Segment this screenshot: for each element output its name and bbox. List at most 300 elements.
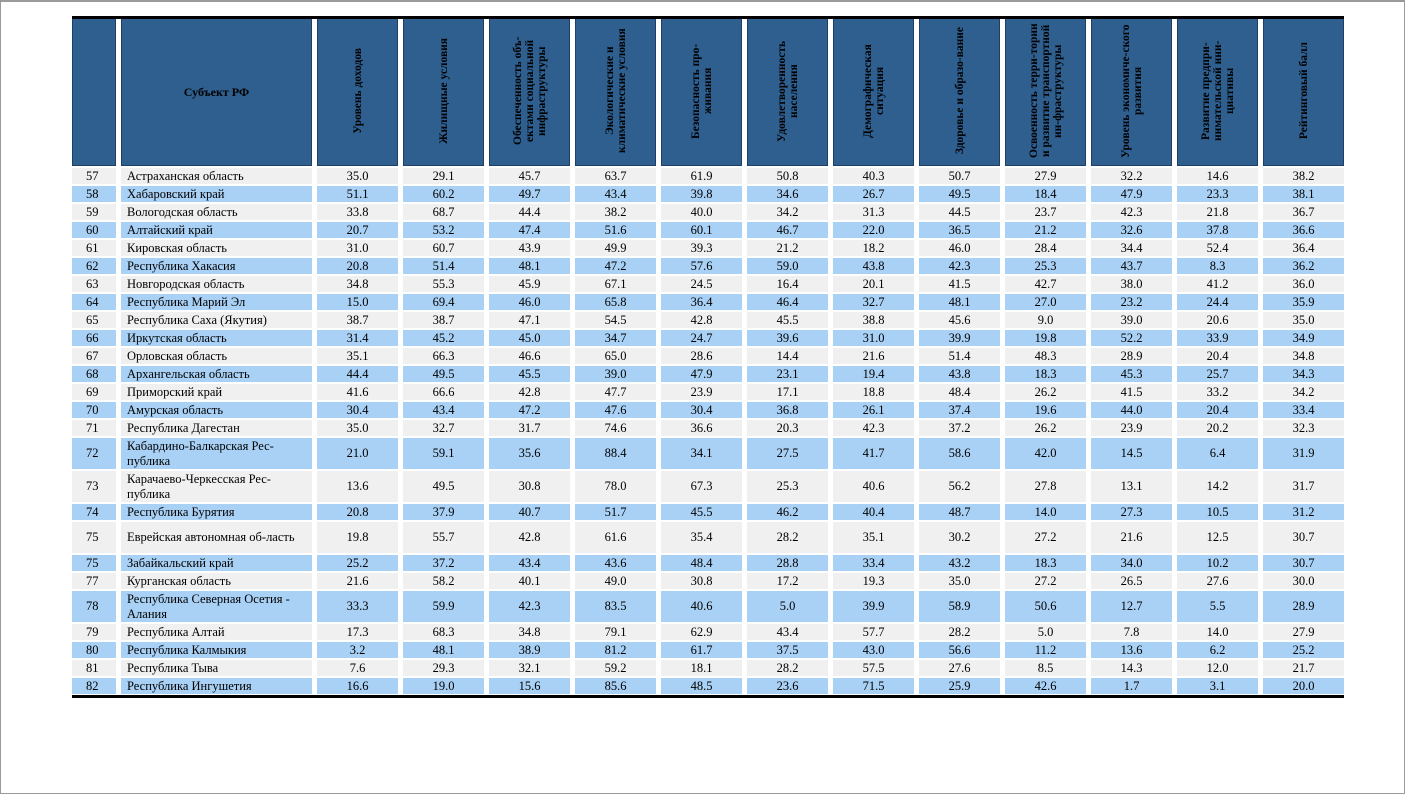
value-cell: 60.7 bbox=[403, 240, 484, 256]
value-cell: 48.1 bbox=[403, 642, 484, 658]
value-cell: 22.0 bbox=[833, 222, 914, 238]
value-cell: 27.6 bbox=[919, 660, 1000, 676]
value-cell: 41.5 bbox=[1091, 384, 1172, 400]
value-cell: 43.6 bbox=[575, 555, 656, 571]
header-col-8 bbox=[919, 18, 1000, 166]
value-cell: 24.5 bbox=[661, 276, 742, 292]
value-cell: 47.1 bbox=[489, 312, 570, 328]
value-cell: 39.9 bbox=[919, 330, 1000, 346]
value-cell: 51.1 bbox=[317, 186, 398, 202]
value-cell: 30.8 bbox=[661, 573, 742, 589]
value-cell: 78.0 bbox=[575, 471, 656, 502]
value-cell: 28.9 bbox=[1091, 348, 1172, 364]
value-cell: 5.0 bbox=[747, 591, 828, 622]
table-row bbox=[72, 573, 1344, 589]
value-cell: 31.3 bbox=[833, 204, 914, 220]
value-cell: 19.8 bbox=[317, 522, 398, 553]
value-cell: 37.2 bbox=[919, 420, 1000, 436]
rank-cell: 66 bbox=[72, 330, 116, 346]
subject-name-cell: Республика Хакасия bbox=[121, 258, 312, 274]
value-cell: 34.8 bbox=[317, 276, 398, 292]
rating-table-container bbox=[72, 16, 1344, 696]
value-cell: 38.0 bbox=[1091, 276, 1172, 292]
rank-cell: 59 bbox=[72, 204, 116, 220]
value-cell: 71.5 bbox=[833, 678, 914, 694]
value-cell: 3.1 bbox=[1177, 678, 1258, 694]
rank-cell: 82 bbox=[72, 678, 116, 694]
table-row bbox=[72, 330, 1344, 346]
value-cell: 57.6 bbox=[661, 258, 742, 274]
table-row bbox=[72, 678, 1344, 694]
value-cell: 61.7 bbox=[661, 642, 742, 658]
value-cell: 26.7 bbox=[833, 186, 914, 202]
value-cell: 24.7 bbox=[661, 330, 742, 346]
header-col-5 bbox=[661, 18, 742, 166]
value-cell: 34.4 bbox=[1091, 240, 1172, 256]
rank-cell: 57 bbox=[72, 168, 116, 184]
subject-name-cell: Астраханская область bbox=[121, 168, 312, 184]
value-cell: 52.2 bbox=[1091, 330, 1172, 346]
header-row bbox=[72, 18, 1344, 166]
value-cell: 37.4 bbox=[919, 402, 1000, 418]
value-cell: 44.4 bbox=[317, 366, 398, 382]
value-cell: 30.0 bbox=[1263, 573, 1344, 589]
rank-cell: 67 bbox=[72, 348, 116, 364]
value-cell: 74.6 bbox=[575, 420, 656, 436]
table-bottom-rule bbox=[72, 695, 1344, 698]
value-cell: 43.8 bbox=[919, 366, 1000, 382]
rank-cell: 80 bbox=[72, 642, 116, 658]
value-cell: 18.3 bbox=[1005, 366, 1086, 382]
value-cell: 34.2 bbox=[1263, 384, 1344, 400]
value-cell: 58.6 bbox=[919, 438, 1000, 469]
value-cell: 42.3 bbox=[833, 420, 914, 436]
value-cell: 40.1 bbox=[489, 573, 570, 589]
value-cell: 33.2 bbox=[1177, 384, 1258, 400]
value-cell: 3.2 bbox=[317, 642, 398, 658]
value-cell: 10.2 bbox=[1177, 555, 1258, 571]
table-row bbox=[72, 504, 1344, 520]
subject-name-cell: Республика Калмыкия bbox=[121, 642, 312, 658]
table-row bbox=[72, 366, 1344, 382]
value-cell: 31.0 bbox=[317, 240, 398, 256]
value-cell: 32.7 bbox=[403, 420, 484, 436]
value-cell: 28.2 bbox=[747, 522, 828, 553]
subject-name-cell: Вологодская область bbox=[121, 204, 312, 220]
value-cell: 39.8 bbox=[661, 186, 742, 202]
value-cell: 32.3 bbox=[1263, 420, 1344, 436]
value-cell: 26.2 bbox=[1005, 384, 1086, 400]
value-cell: 30.2 bbox=[919, 522, 1000, 553]
value-cell: 25.2 bbox=[317, 555, 398, 571]
value-cell: 59.0 bbox=[747, 258, 828, 274]
value-cell: 7.8 bbox=[1091, 624, 1172, 640]
value-cell: 38.7 bbox=[403, 312, 484, 328]
value-cell: 18.2 bbox=[833, 240, 914, 256]
value-cell: 55.3 bbox=[403, 276, 484, 292]
value-cell: 31.9 bbox=[1263, 438, 1344, 469]
value-cell: 30.4 bbox=[661, 402, 742, 418]
value-cell: 26.2 bbox=[1005, 420, 1086, 436]
value-cell: 40.6 bbox=[661, 591, 742, 622]
value-cell: 21.0 bbox=[317, 438, 398, 469]
value-cell: 26.1 bbox=[833, 402, 914, 418]
table-row bbox=[72, 438, 1344, 469]
value-cell: 35.4 bbox=[661, 522, 742, 553]
value-cell: 27.3 bbox=[1091, 504, 1172, 520]
value-cell: 45.2 bbox=[403, 330, 484, 346]
table-row bbox=[72, 294, 1344, 310]
header-col-label: Жилищные условия bbox=[437, 37, 450, 144]
value-cell: 35.1 bbox=[833, 522, 914, 553]
value-cell: 42.6 bbox=[1005, 678, 1086, 694]
table-row bbox=[72, 348, 1344, 364]
table-row bbox=[72, 642, 1344, 658]
value-cell: 8.3 bbox=[1177, 258, 1258, 274]
subject-name-cell: Алтайский край bbox=[121, 222, 312, 238]
value-cell: 52.4 bbox=[1177, 240, 1258, 256]
value-cell: 23.9 bbox=[1091, 420, 1172, 436]
rank-cell: 70 bbox=[72, 402, 116, 418]
rank-cell: 75 bbox=[72, 555, 116, 571]
value-cell: 45.5 bbox=[747, 312, 828, 328]
value-cell: 23.7 bbox=[1005, 204, 1086, 220]
header-col-1 bbox=[317, 18, 398, 166]
value-cell: 35.0 bbox=[317, 168, 398, 184]
value-cell: 49.7 bbox=[489, 186, 570, 202]
value-cell: 39.0 bbox=[575, 366, 656, 382]
rank-cell: 60 bbox=[72, 222, 116, 238]
value-cell: 47.4 bbox=[489, 222, 570, 238]
subject-name-cell: Кировская область bbox=[121, 240, 312, 256]
value-cell: 13.6 bbox=[1091, 642, 1172, 658]
value-cell: 45.6 bbox=[919, 312, 1000, 328]
value-cell: 19.3 bbox=[833, 573, 914, 589]
table-row bbox=[72, 312, 1344, 328]
header-col-label: Уровень доходов bbox=[351, 47, 364, 134]
value-cell: 65.8 bbox=[575, 294, 656, 310]
header-col-9 bbox=[1005, 18, 1086, 166]
value-cell: 42.3 bbox=[489, 591, 570, 622]
value-cell: 40.4 bbox=[833, 504, 914, 520]
subject-name-cell: Республика Бурятия bbox=[121, 504, 312, 520]
value-cell: 15.6 bbox=[489, 678, 570, 694]
value-cell: 36.6 bbox=[661, 420, 742, 436]
value-cell: 21.6 bbox=[1091, 522, 1172, 553]
value-cell: 43.4 bbox=[489, 555, 570, 571]
value-cell: 32.6 bbox=[1091, 222, 1172, 238]
subject-name-cell: Республика Алтай bbox=[121, 624, 312, 640]
value-cell: 47.9 bbox=[661, 366, 742, 382]
value-cell: 51.4 bbox=[403, 258, 484, 274]
subject-name-cell: Архангельская область bbox=[121, 366, 312, 382]
subject-name-cell: Кабардино-Балкарская Рес-публика bbox=[121, 438, 312, 469]
value-cell: 57.5 bbox=[833, 660, 914, 676]
value-cell: 51.7 bbox=[575, 504, 656, 520]
value-cell: 14.4 bbox=[747, 348, 828, 364]
value-cell: 38.8 bbox=[833, 312, 914, 328]
value-cell: 36.6 bbox=[1263, 222, 1344, 238]
value-cell: 60.1 bbox=[661, 222, 742, 238]
value-cell: 28.2 bbox=[919, 624, 1000, 640]
value-cell: 35.0 bbox=[919, 573, 1000, 589]
value-cell: 40.6 bbox=[833, 471, 914, 502]
table-row bbox=[72, 276, 1344, 292]
rank-cell: 71 bbox=[72, 420, 116, 436]
subject-name-cell: Республика Тыва bbox=[121, 660, 312, 676]
value-cell: 48.4 bbox=[661, 555, 742, 571]
value-cell: 30.4 bbox=[317, 402, 398, 418]
value-cell: 34.1 bbox=[661, 438, 742, 469]
subject-name-cell: Республика Северная Осетия - Алания bbox=[121, 591, 312, 622]
value-cell: 20.2 bbox=[1177, 420, 1258, 436]
value-cell: 42.3 bbox=[919, 258, 1000, 274]
value-cell: 31.4 bbox=[317, 330, 398, 346]
value-cell: 46.7 bbox=[747, 222, 828, 238]
rank-cell: 63 bbox=[72, 276, 116, 292]
value-cell: 57.7 bbox=[833, 624, 914, 640]
value-cell: 45.5 bbox=[489, 366, 570, 382]
value-cell: 36.7 bbox=[1263, 204, 1344, 220]
value-cell: 59.1 bbox=[403, 438, 484, 469]
value-cell: 21.2 bbox=[1005, 222, 1086, 238]
value-cell: 65.0 bbox=[575, 348, 656, 364]
table-row bbox=[72, 624, 1344, 640]
value-cell: 42.8 bbox=[489, 522, 570, 553]
subject-name-cell: Республика Саха (Якутия) bbox=[121, 312, 312, 328]
value-cell: 38.9 bbox=[489, 642, 570, 658]
value-cell: 48.1 bbox=[919, 294, 1000, 310]
value-cell: 35.1 bbox=[317, 348, 398, 364]
value-cell: 68.3 bbox=[403, 624, 484, 640]
value-cell: 38.2 bbox=[1263, 168, 1344, 184]
rank-cell: 75 bbox=[72, 522, 116, 553]
subject-name-cell: Республика Марий Эл bbox=[121, 294, 312, 310]
value-cell: 18.1 bbox=[661, 660, 742, 676]
value-cell: 23.9 bbox=[661, 384, 742, 400]
rank-cell: 61 bbox=[72, 240, 116, 256]
value-cell: 41.5 bbox=[919, 276, 1000, 292]
value-cell: 19.6 bbox=[1005, 402, 1086, 418]
header-col-7 bbox=[833, 18, 914, 166]
value-cell: 34.2 bbox=[747, 204, 828, 220]
value-cell: 27.6 bbox=[1177, 573, 1258, 589]
value-cell: 85.6 bbox=[575, 678, 656, 694]
header-col-label: Рейтинговый балл bbox=[1297, 41, 1310, 140]
subject-name-cell: Новгородская область bbox=[121, 276, 312, 292]
value-cell: 24.4 bbox=[1177, 294, 1258, 310]
value-cell: 14.2 bbox=[1177, 471, 1258, 502]
value-cell: 20.3 bbox=[747, 420, 828, 436]
rank-cell: 69 bbox=[72, 384, 116, 400]
value-cell: 49.5 bbox=[403, 366, 484, 382]
value-cell: 7.6 bbox=[317, 660, 398, 676]
value-cell: 19.4 bbox=[833, 366, 914, 382]
value-cell: 69.4 bbox=[403, 294, 484, 310]
value-cell: 27.9 bbox=[1005, 168, 1086, 184]
value-cell: 34.3 bbox=[1263, 366, 1344, 382]
value-cell: 30.7 bbox=[1263, 522, 1344, 553]
value-cell: 30.8 bbox=[489, 471, 570, 502]
header-col-label: Уровень экономиче-ского развития bbox=[1119, 23, 1144, 158]
value-cell: 12.7 bbox=[1091, 591, 1172, 622]
value-cell: 37.5 bbox=[747, 642, 828, 658]
value-cell: 14.6 bbox=[1177, 168, 1258, 184]
value-cell: 33.9 bbox=[1177, 330, 1258, 346]
table-row bbox=[72, 471, 1344, 502]
value-cell: 20.0 bbox=[1263, 678, 1344, 694]
value-cell: 20.4 bbox=[1177, 348, 1258, 364]
value-cell: 33.3 bbox=[317, 591, 398, 622]
rank-cell: 79 bbox=[72, 624, 116, 640]
header-subject: Субъект РФ bbox=[121, 18, 312, 166]
value-cell: 26.5 bbox=[1091, 573, 1172, 589]
value-cell: 40.0 bbox=[661, 204, 742, 220]
subject-name-cell: Курганская область bbox=[121, 573, 312, 589]
table-row bbox=[72, 240, 1344, 256]
value-cell: 43.2 bbox=[919, 555, 1000, 571]
value-cell: 32.2 bbox=[1091, 168, 1172, 184]
rank-cell: 77 bbox=[72, 573, 116, 589]
value-cell: 21.2 bbox=[747, 240, 828, 256]
header-col-10 bbox=[1091, 18, 1172, 166]
header-col-12 bbox=[1263, 18, 1344, 166]
header-col-label: Освоенность терри-тории и развитие транспортной ин-фраструктуры bbox=[1027, 23, 1064, 158]
value-cell: 39.0 bbox=[1091, 312, 1172, 328]
value-cell: 9.0 bbox=[1005, 312, 1086, 328]
rank-cell: 58 bbox=[72, 186, 116, 202]
value-cell: 34.8 bbox=[489, 624, 570, 640]
rating-table bbox=[67, 16, 1349, 696]
value-cell: 47.6 bbox=[575, 402, 656, 418]
subject-name-cell: Карачаево-Черкесская Рес-публика bbox=[121, 471, 312, 502]
value-cell: 34.6 bbox=[747, 186, 828, 202]
value-cell: 42.8 bbox=[661, 312, 742, 328]
value-cell: 55.7 bbox=[403, 522, 484, 553]
table-row bbox=[72, 384, 1344, 400]
value-cell: 42.3 bbox=[1091, 204, 1172, 220]
table-row bbox=[72, 204, 1344, 220]
value-cell: 17.2 bbox=[747, 573, 828, 589]
table-row bbox=[72, 222, 1344, 238]
value-cell: 43.9 bbox=[489, 240, 570, 256]
value-cell: 36.2 bbox=[1263, 258, 1344, 274]
value-cell: 19.8 bbox=[1005, 330, 1086, 346]
value-cell: 28.9 bbox=[1263, 591, 1344, 622]
value-cell: 42.7 bbox=[1005, 276, 1086, 292]
value-cell: 11.2 bbox=[1005, 642, 1086, 658]
value-cell: 34.7 bbox=[575, 330, 656, 346]
value-cell: 37.9 bbox=[403, 504, 484, 520]
value-cell: 46.0 bbox=[919, 240, 1000, 256]
table-row bbox=[72, 402, 1344, 418]
value-cell: 23.2 bbox=[1091, 294, 1172, 310]
header-col-label: Здоровье и образо-вание bbox=[953, 26, 966, 155]
value-cell: 27.2 bbox=[1005, 522, 1086, 553]
value-cell: 48.4 bbox=[919, 384, 1000, 400]
value-cell: 35.0 bbox=[1263, 312, 1344, 328]
value-cell: 16.4 bbox=[747, 276, 828, 292]
subject-name-cell: Амурская область bbox=[121, 402, 312, 418]
value-cell: 20.6 bbox=[1177, 312, 1258, 328]
value-cell: 27.5 bbox=[747, 438, 828, 469]
value-cell: 49.5 bbox=[919, 186, 1000, 202]
value-cell: 39.3 bbox=[661, 240, 742, 256]
value-cell: 51.4 bbox=[919, 348, 1000, 364]
header-col-6 bbox=[747, 18, 828, 166]
value-cell: 41.7 bbox=[833, 438, 914, 469]
rank-cell: 62 bbox=[72, 258, 116, 274]
value-cell: 79.1 bbox=[575, 624, 656, 640]
value-cell: 48.7 bbox=[919, 504, 1000, 520]
subject-name-cell: Иркутская область bbox=[121, 330, 312, 346]
value-cell: 23.1 bbox=[747, 366, 828, 382]
subject-name-cell: Хабаровский край bbox=[121, 186, 312, 202]
value-cell: 50.6 bbox=[1005, 591, 1086, 622]
header-col-4 bbox=[575, 18, 656, 166]
value-cell: 44.5 bbox=[919, 204, 1000, 220]
value-cell: 43.4 bbox=[575, 186, 656, 202]
table-row bbox=[72, 555, 1344, 571]
value-cell: 39.6 bbox=[747, 330, 828, 346]
value-cell: 88.4 bbox=[575, 438, 656, 469]
value-cell: 28.2 bbox=[747, 660, 828, 676]
value-cell: 32.7 bbox=[833, 294, 914, 310]
value-cell: 5.0 bbox=[1005, 624, 1086, 640]
value-cell: 41.2 bbox=[1177, 276, 1258, 292]
header-col-label: Демографическая ситуация bbox=[861, 43, 886, 138]
value-cell: 28.4 bbox=[1005, 240, 1086, 256]
rank-cell: 65 bbox=[72, 312, 116, 328]
value-cell: 46.6 bbox=[489, 348, 570, 364]
value-cell: 58.9 bbox=[919, 591, 1000, 622]
value-cell: 8.5 bbox=[1005, 660, 1086, 676]
value-cell: 20.4 bbox=[1177, 402, 1258, 418]
value-cell: 45.5 bbox=[661, 504, 742, 520]
value-cell: 60.2 bbox=[403, 186, 484, 202]
value-cell: 15.0 bbox=[317, 294, 398, 310]
rank-cell: 81 bbox=[72, 660, 116, 676]
value-cell: 25.9 bbox=[919, 678, 1000, 694]
value-cell: 61.6 bbox=[575, 522, 656, 553]
value-cell: 38.2 bbox=[575, 204, 656, 220]
value-cell: 20.8 bbox=[317, 258, 398, 274]
value-cell: 34.8 bbox=[1263, 348, 1344, 364]
value-cell: 43.8 bbox=[833, 258, 914, 274]
value-cell: 46.2 bbox=[747, 504, 828, 520]
value-cell: 50.8 bbox=[747, 168, 828, 184]
value-cell: 18.8 bbox=[833, 384, 914, 400]
header-col-2 bbox=[403, 18, 484, 166]
value-cell: 36.8 bbox=[747, 402, 828, 418]
value-cell: 44.0 bbox=[1091, 402, 1172, 418]
value-cell: 81.2 bbox=[575, 642, 656, 658]
value-cell: 30.7 bbox=[1263, 555, 1344, 571]
value-cell: 47.2 bbox=[575, 258, 656, 274]
table-row bbox=[72, 186, 1344, 202]
value-cell: 45.9 bbox=[489, 276, 570, 292]
value-cell: 36.5 bbox=[919, 222, 1000, 238]
value-cell: 13.6 bbox=[317, 471, 398, 502]
header-col-3 bbox=[489, 18, 570, 166]
value-cell: 31.7 bbox=[489, 420, 570, 436]
value-cell: 27.9 bbox=[1263, 624, 1344, 640]
rank-cell: 72 bbox=[72, 438, 116, 469]
value-cell: 53.2 bbox=[403, 222, 484, 238]
value-cell: 45.3 bbox=[1091, 366, 1172, 382]
value-cell: 21.7 bbox=[1263, 660, 1344, 676]
value-cell: 43.0 bbox=[833, 642, 914, 658]
